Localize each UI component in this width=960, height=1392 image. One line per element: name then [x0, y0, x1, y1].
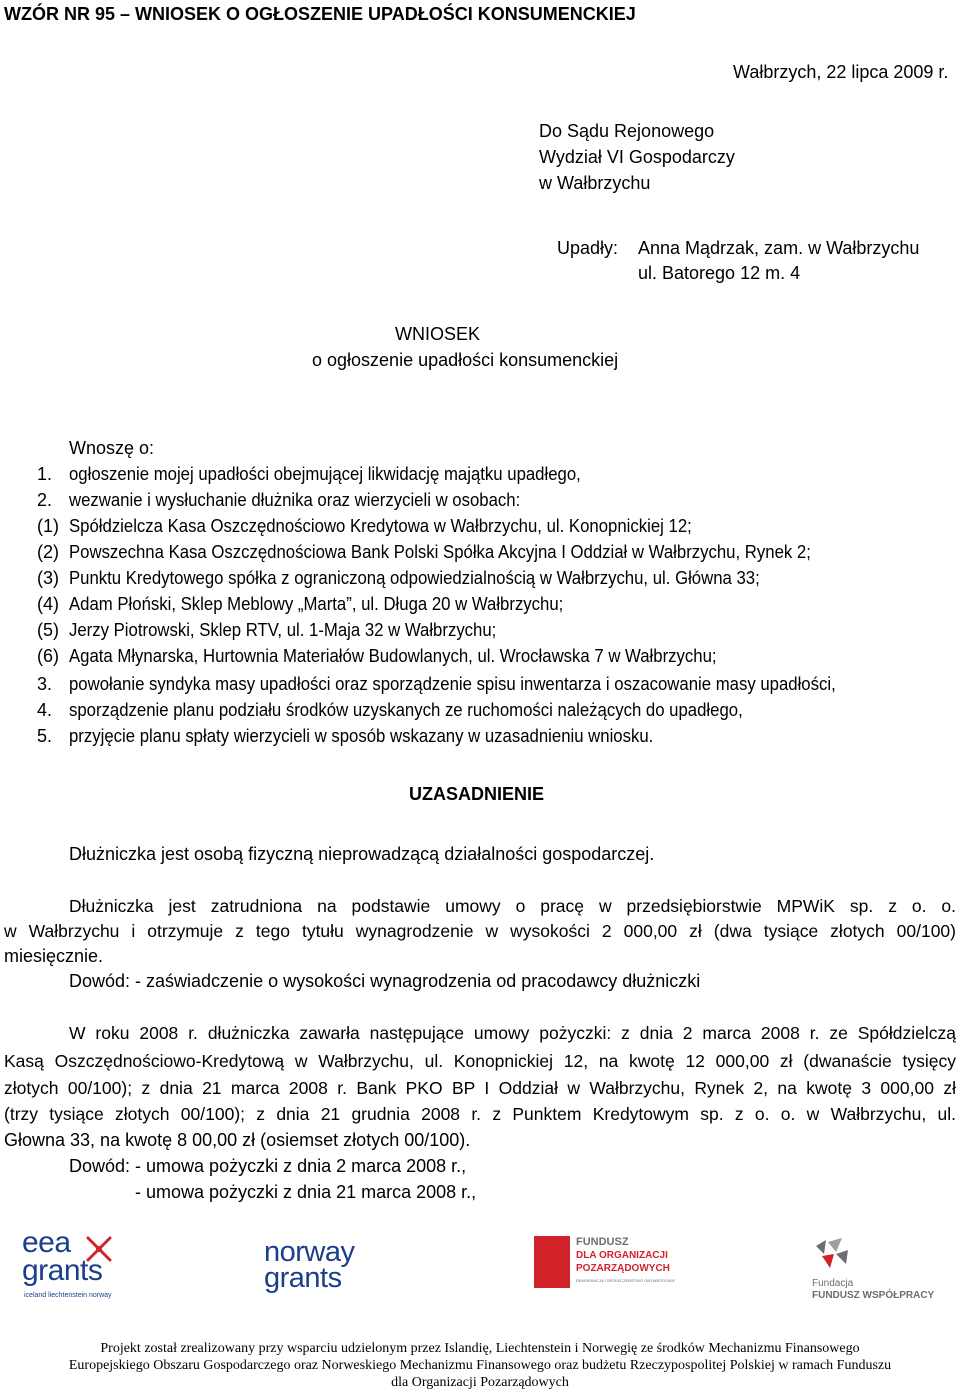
addressee-line-2: Wydział VI Gospodarczy — [539, 147, 735, 167]
creditor-2-text: Powszechna Kasa Oszczędnościowa Bank Polski Spółka Akcyjna I Oddział w Wałbrzychu, Rynek 2; — [69, 542, 811, 562]
fundusz-red-block-icon — [534, 1236, 570, 1288]
request-4-number: 4. — [37, 700, 53, 720]
footer-line-3: dla Organizacji Pozarządowych — [391, 1375, 569, 1390]
justification-p2-line-3: miesięcznie. — [4, 946, 104, 966]
creditor-2-number: (2) — [37, 542, 59, 562]
justification-p3-line-1: W roku 2008 r. dłużniczka zawarła następujące umowy pożyczki: z dnia 2 marca 2008 r. ze Spółdzielczą — [69, 1023, 956, 1043]
eea-logo-sub: iceland liechtenstein norway — [24, 1292, 112, 1299]
fundusz-line-2: DLA ORGANIZACJI — [576, 1250, 668, 1261]
norway-logo-line-1: norway — [264, 1236, 355, 1268]
justification-p3-evidence-2: - umowa pożyczki z dnia 21 marca 2008 r., — [135, 1182, 477, 1202]
creditor-6-text: Agata Młynarska, Hurtownia Materiałów Budowlanych, ul. Wrocławska 7 w Wałbrzychu; — [69, 646, 717, 666]
justification-p3-line-4: (trzy tysiące złotych 00/100); z dnia 21 grudnia 2008 r. z Punktem Kredytowym sp. z o. o. w Wałbrzychu, ul. — [4, 1104, 956, 1124]
fundusz-line-3: POZARZĄDOWYCH — [576, 1263, 670, 1274]
request-3-text: powołanie syndyka masy upadłości oraz sporządzenie spisu inwentarza i oszacowanie masy upadłości, — [69, 674, 836, 694]
norway-grants-logo — [264, 1236, 404, 1296]
form-title: WZÓR NR 95 – WNIOSEK O OGŁOSZENIE UPADŁOŚCI KONSUMENCKIEJ — [4, 4, 636, 24]
debtor-label: Upadły: — [557, 238, 619, 258]
justification-p3-line-5: Głowna 33, na kwotę 8 00,00 zł (osiemset złotych 00/100). — [4, 1130, 471, 1150]
request-5-text: przyjęcie planu spłaty wierzycieli w sposób wskazany w uzasadnieniu wniosku. — [69, 726, 654, 746]
justification-heading: UZASADNIENIE — [409, 784, 545, 804]
fundusz-wspolpracy-logo — [806, 1236, 935, 1308]
justification-p1: Dłużniczka jest osobą fizyczną nieprowadzącą działalności gospodarczej. — [69, 844, 655, 864]
doc-subtitle: o ogłoszenie upadłości konsumenckiej — [312, 350, 619, 370]
creditor-4-number: (4) — [37, 594, 59, 614]
justification-p2-line-2: w Wałbrzychu i otrzymuje z tego tytułu wynagrodzenie w wysokości 2 000,00 zł (dwa tysiące złotych 00/100) — [4, 921, 956, 941]
creditor-3-text: Punktu Kredytowego spółka z ograniczoną odpowiedzialnością w Wałbrzychu, ul. Główna 33; — [69, 568, 760, 588]
creditor-1-number: (1) — [37, 516, 59, 536]
creditor-1-text: Spółdzielcza Kasa Oszczędnościowo Kredytowa w Wałbrzychu, ul. Konopnickiej 12; — [69, 516, 692, 536]
eea-grants-logo — [22, 1226, 132, 1304]
justification-p2-evidence: Dowód: - zaświadczenie o wysokości wynagrodzenia od pracodawcy dłużniczki — [69, 971, 701, 991]
creditor-4-text: Adam Płoński, Sklep Meblowy „Marta”, ul. Długa 20 w Wałbrzychu; — [69, 594, 564, 614]
request-1-number: 1. — [37, 464, 53, 484]
request-1-text: ogłoszenie mojej upadłości obejmującej likwidację majątku upadłego, — [69, 464, 581, 484]
addressee-line-1: Do Sądu Rejonowego — [539, 121, 715, 141]
norway-logo-line-2: grants — [264, 1262, 342, 1294]
eea-logo-line-2: grants — [22, 1254, 103, 1287]
fws-mark-icon — [812, 1236, 852, 1274]
requests-intro: Wnoszę o: — [69, 438, 155, 458]
fundusz-logo — [534, 1236, 676, 1292]
request-5-number: 5. — [37, 726, 53, 746]
doc-title: WNIOSEK — [395, 324, 481, 344]
request-2-number: 2. — [37, 490, 53, 510]
justification-p3-evidence-1: Dowód: - umowa pożyczki z dnia 2 marca 2008 r., — [69, 1156, 467, 1176]
place-date: Wałbrzych, 22 lipca 2009 r. — [733, 62, 949, 82]
request-3-number: 3. — [37, 674, 53, 694]
fws-line-1: Fundacja — [812, 1278, 854, 1289]
footer-line-2: Europejskiego Obszaru Gospodarczego oraz Norweskiego Mechanizmu Finansowego oraz budżetu Rzeczypospolitej Polskiej w ramach Funduszu — [68, 1358, 892, 1373]
creditor-5-number: (5) — [37, 620, 59, 640]
addressee-line-3: w Wałbrzychu — [539, 173, 651, 193]
request-4-text: sporządzenie planu podziału środków uzyskanych ze ruchomości należących do upadłego, — [69, 700, 743, 720]
creditor-5-text: Jerzy Piotrowski, Sklep RTV, ul. 1-Maja 32 w Wałbrzychu; — [69, 620, 497, 640]
debtor-address: ul. Batorego 12 m. 4 — [638, 263, 801, 283]
eea-mark-icon — [84, 1234, 114, 1264]
creditor-3-number: (3) — [37, 568, 59, 588]
footer-line-1: Projekt został zrealizowany przy wsparciu udzielonym przez Islandię, Liechtenstein i Norwegię ze środków Mechanizmu Finansowego — [100, 1341, 860, 1356]
fws-line-2: FUNDUSZ WSPÓŁPRACY — [812, 1290, 935, 1301]
justification-p3-line-2: Kasą Oszczędnościowo-Kredytową w Wałbrzychu, ul. Konopnickiej 12, na kwotę 12 000,00 zł (dwanaście tysięcy — [4, 1051, 956, 1071]
debtor-name: Anna Mądrzak, zam. w Wałbrzychu — [638, 238, 920, 258]
justification-p3-line-3: złotych 00/100); z dnia 21 marca 2008 r. Bank PKO BP I Oddział w Wałbrzychu, Rynek 2, na kwotę 3 000,00 zł — [4, 1078, 956, 1098]
creditor-6-number: (6) — [37, 646, 59, 666]
justification-p2-line-1: Dłużniczka jest zatrudniona na podstawie umowy o pracę w przedsiębiorstwie MPWiK sp. z o. o. — [69, 896, 956, 916]
request-2-text: wezwanie i wysłuchanie dłużnika oraz wierzycieli w osobach: — [69, 490, 521, 510]
fundusz-sub: DEMOKRACJA I SPOŁECZEŃSTWO OBYWATELSKIE — [576, 1278, 676, 1283]
eea-logo-line-1: eea — [22, 1226, 71, 1259]
fundusz-line-1: FUNDUSZ — [576, 1236, 629, 1248]
